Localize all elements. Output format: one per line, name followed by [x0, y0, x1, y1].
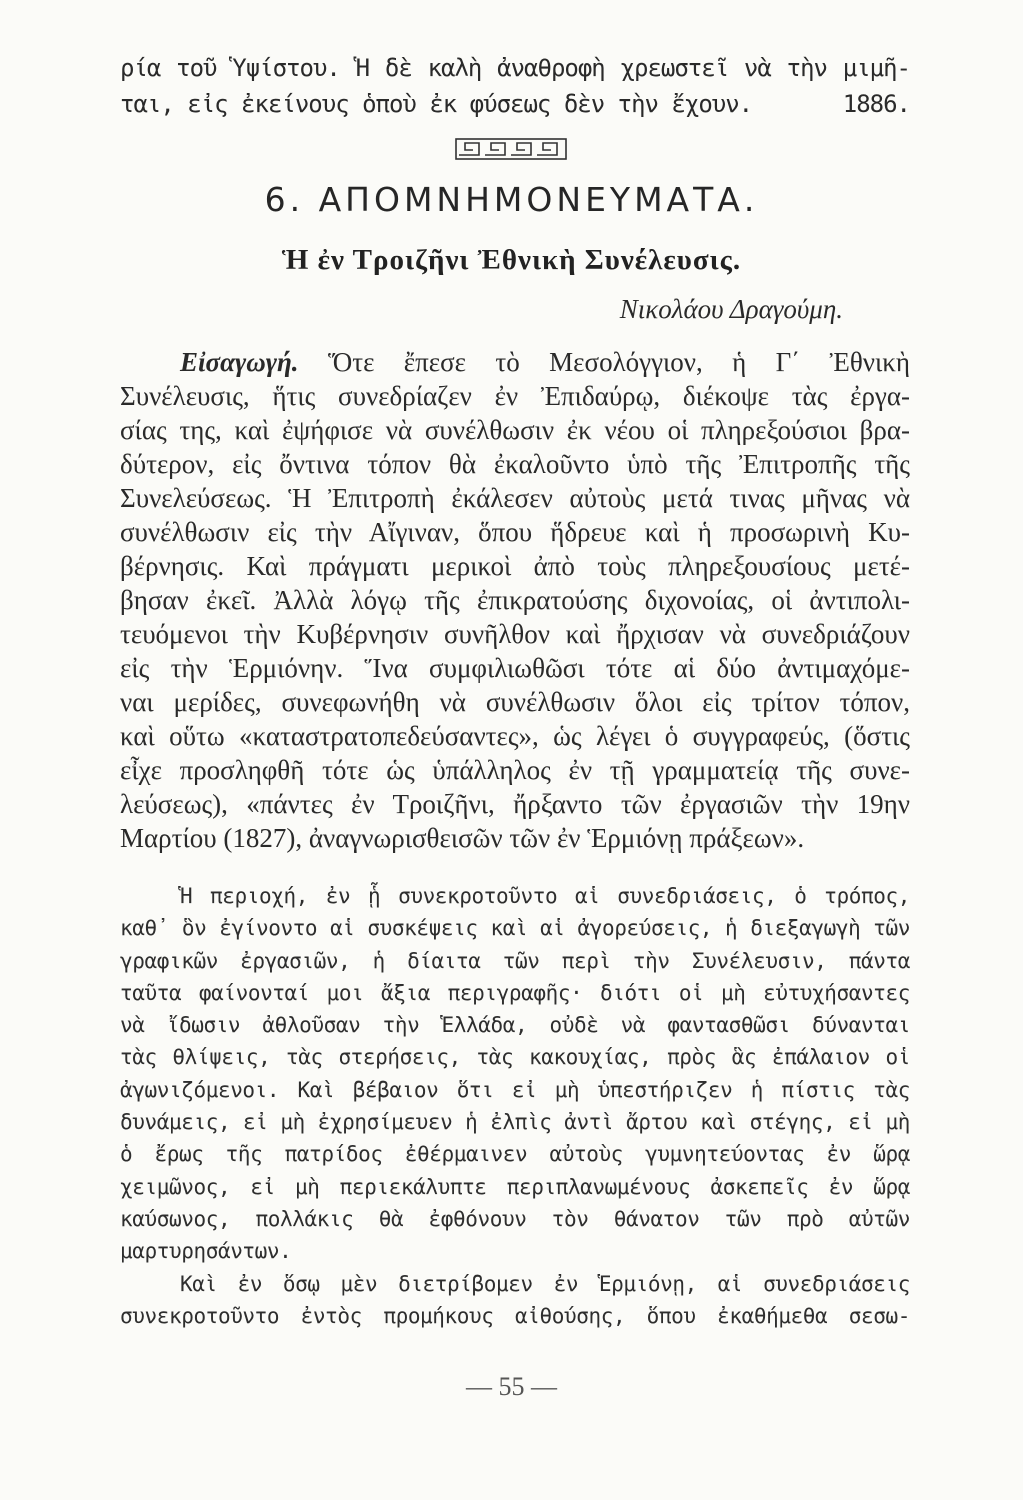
text-line: δυνάμεις, εἰ μὴ ἐχρησίμευεν ἡ ἐλπὶς ἀντὶ ἄρτου καὶ στέγης, εἰ μὴ: [120, 1110, 910, 1135]
text-line: καύσωνος, πολλάκις θὰ ἐφθόνουν τὸν θάνατον τῶν πρὸ αὐτῶν: [120, 1206, 910, 1231]
intro-label: Εἰσαγωγή.: [180, 347, 299, 377]
text-line: Ἡ περιοχή, ἐν ᾗ συνεκροτοῦντο αἱ συνεδριάσεις, ὁ τρόπος,: [180, 884, 910, 908]
text-line: βέρνησις. Καὶ πράγματι μερικοὶ ἀπὸ τοὺς πληρεξουσίους μετέ-: [120, 551, 910, 581]
year: 1886.: [842, 90, 910, 118]
text-line: ὁ ἔρως τῆς πατρίδος ἐθέρμαινεν αὐτοὺς γυμνητεύοντας ἐν ὥρᾳ: [120, 1142, 910, 1167]
text-line: λεύσεως), «πάντες ἐν Τροιζῆνι, ἤρξαντο τῶν ἐργασιῶν τὴν 19ην: [120, 789, 910, 819]
text-line: [120, 86, 910, 122]
text-line: καὶ οὕτω «καταστρατοπεδεύσαντες», ὡς λέγει ὁ συγγραφεύς, (ὅστις: [120, 721, 910, 751]
text-line: γραφικῶν ἐργασιῶν, ἡ δίαιτα τῶν περὶ τὴν Συνέλευσιν, πάντα: [120, 948, 910, 973]
page-number: — 55 —: [466, 1372, 557, 1401]
text-line: συνεκροτοῦντο ἐντὸς προμήκους αἰθούσης, ὅπου ἐκαθήμεθα σεσω-: [120, 1303, 910, 1328]
article-title: Ἡ ἐν Τροιζῆνι Ἐθνικὴ Συνέλευσις.: [281, 244, 742, 276]
text-line: βησαν ἐκεῖ. Ἀλλὰ λόγῳ τῆς ἐπικρατούσης διχονοίας, οἱ ἀντιπολι-: [120, 585, 910, 615]
text-line: μαρτυρησάντων.: [120, 1239, 292, 1264]
text-line: τὰς θλίψεις, τὰς στερήσεις, τὰς κακουχίας, πρὸς ἃς ἐπάλαιον οἱ: [120, 1045, 910, 1070]
text-line: συνέλθωσιν εἰς τὴν Αἴγιναν, ὅπου ἥδρευε καὶ ἡ προσωρινὴ Κυ-: [120, 517, 910, 547]
introduction-paragraph: [120, 345, 910, 855]
text-line: δύτερον, εἰς ὄντινα τόπον θὰ ἐκαλοῦντο ὑπὸ τῆς Ἐπιτροπῆς τῆς: [120, 449, 910, 479]
text-line: ταῦτα φαίνονταί μοι ἄξια περιγραφῆς· διότι οἱ μὴ εὐτυχήσαντες: [120, 980, 910, 1005]
text-line: χειμῶνος, εἰ μὴ περιεκάλυπτε περιπλανωμένους ἀσκεπεῖς ἐν ὥρᾳ: [120, 1174, 910, 1199]
text-line: εἰς τὴν Ἑρμιόνην. Ἵνα συμφιλιωθῶσι τότε αἱ δύο ἀντιμαχόμε-: [120, 653, 910, 683]
text-line: ρία τοῦ Ὑψίστου. Ἡ δὲ καλὴ ἀναθροφὴ χρεωστεῖ νὰ τὴν μιμῆ-: [120, 54, 910, 82]
meander-ornament: [455, 138, 567, 160]
text-line: Συνελεύσεως. Ἡ Ἐπιτροπὴ ἐκάλεσεν αὐτοὺς μετά τινας μῆνας νὰ: [120, 483, 910, 513]
text-span: ται, εἰς ἐκείνους ὁποὺ ἐκ φύσεως δὲν τὴν ἔχουν.: [120, 90, 753, 118]
intro-continuation: [120, 50, 910, 122]
text-line: εἶχε προσληφθῆ τότε ὡς ὑπάλληλος ἐν τῇ γραμματείᾳ τῆς συνε-: [120, 755, 910, 785]
text-line: καθ᾽ ὃν ἐγίνοντο αἱ συσκέψεις καὶ αἱ ἀγορεύσεις, ἡ διεξαγωγὴ τῶν: [120, 916, 910, 941]
text-line: νὰ ἴδωσιν ἀθλοῦσαν τὴν Ἑλλάδα, οὐδὲ νὰ φαντασθῶσι δύνανται: [120, 1013, 910, 1038]
text-line: ναι μερίδες, συνεφωνήθη νὰ συνέλθωσιν ὅλοι εἰς τρίτον τόπον,: [120, 687, 910, 717]
text-line: [120, 345, 910, 379]
text-line: ἀγωνιζόμενοι. Καὶ βέβαιον ὅτι εἰ μὴ ὑπεστήριζεν ἡ πίστις τὰς: [120, 1077, 910, 1102]
main-text: [120, 880, 910, 1332]
text-span: Ὅτε ἔπεσε τὸ Μεσολόγγιον, ἡ Γ΄ Ἐθνικὴ: [298, 347, 910, 377]
text-line: τευόμενοι τὴν Κυβέρνησιν συνῆλθον καὶ ἤρχισαν νὰ συνεδριάζουν: [120, 619, 910, 649]
author-name: Νικολάου Δραγούμη.: [619, 294, 843, 324]
text-line: Καὶ ἐν ὅσῳ μὲν διετρίβομεν ἐν Ἑρμιόνῃ, αἱ συνεδριάσεις: [180, 1271, 910, 1296]
text-line: Μαρτίου (1827), ἀναγνωρισθεισῶν τῶν ἐν Ἑρμιόνῃ πράξεων».: [120, 823, 805, 853]
section-title: 6. ΑΠΟΜΝΗΜΟΝΕΥΜΑΤΑ.: [264, 180, 759, 219]
text-line: σίας της, καὶ ἐψήφισε νὰ συνέλθωσιν ἐκ νέου οἱ πληρεξούσιοι βρα-: [120, 415, 910, 445]
text-line: Συνέλευσις, ἥτις συνεδρίαζεν ἐν Ἐπιδαύρῳ, διέκοψε τὰς ἐργα-: [120, 381, 910, 411]
